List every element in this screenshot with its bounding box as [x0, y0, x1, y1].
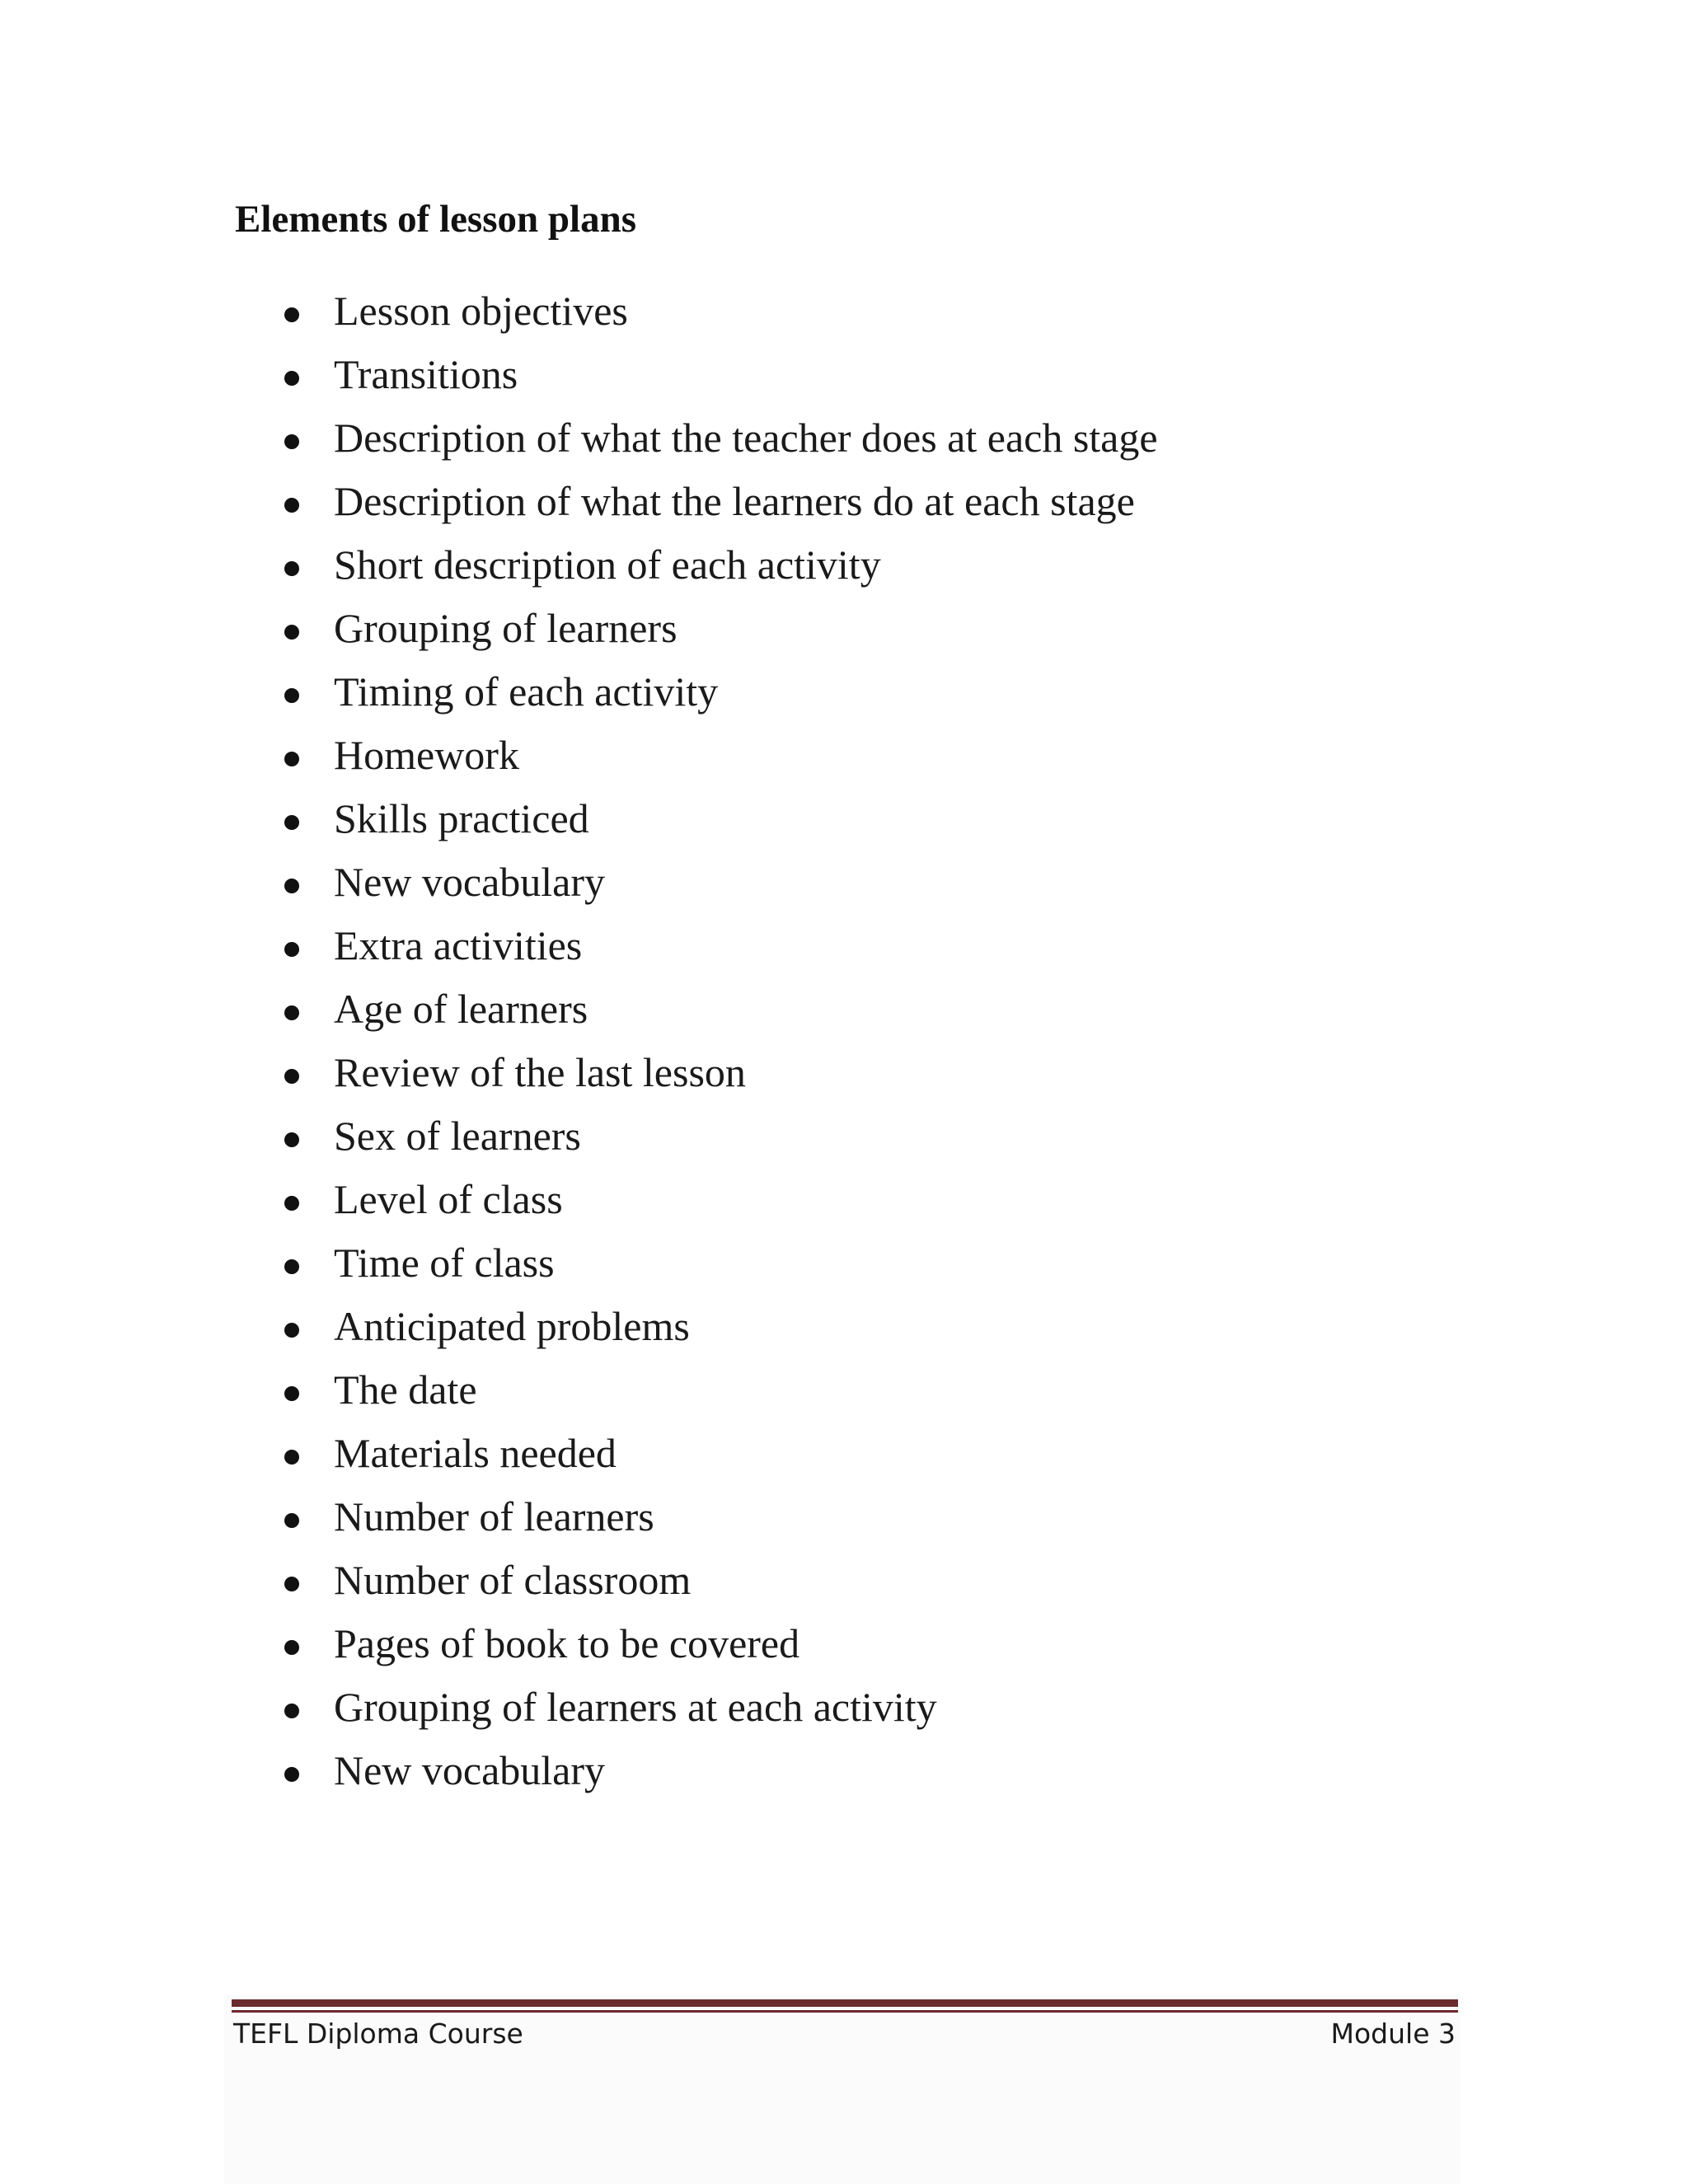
footer-course-title: TEFL Diploma Course	[233, 2018, 523, 2050]
list-item	[0, 1296, 1401, 1360]
bullet-icon	[284, 1640, 299, 1655]
list-item	[0, 1423, 1401, 1487]
bullet-icon	[284, 1577, 299, 1591]
list-item	[0, 1487, 1401, 1550]
list-item	[0, 281, 1401, 344]
bullet-icon	[284, 498, 299, 513]
list-item	[0, 1360, 1401, 1423]
list-item-text: New vocabulary	[334, 1747, 606, 1793]
bullet-icon	[284, 688, 299, 703]
list-item-text: Extra activities	[334, 922, 583, 968]
bullet-icon	[284, 1259, 299, 1274]
list-item-text: Short description of each activity	[334, 541, 881, 588]
footer-rule-thick	[232, 1999, 1458, 2007]
bullet-icon	[284, 371, 299, 386]
bullet-icon	[284, 434, 299, 449]
list-item-text: Number of learners	[334, 1493, 654, 1540]
list-item-text: Transitions	[334, 351, 518, 397]
list-item-text: Grouping of learners at each activity	[334, 1684, 937, 1730]
list-item	[0, 471, 1401, 535]
list-item-text: Sex of learners	[334, 1113, 581, 1159]
list-item-text: Level of class	[334, 1176, 563, 1222]
list-item-text: Lesson objectives	[334, 288, 628, 334]
bullet-icon	[284, 1069, 299, 1084]
list-item-text: New vocabulary	[334, 859, 606, 905]
footer-rule-thin	[232, 2010, 1458, 2013]
list-item-text: Pages of book to be covered	[334, 1620, 800, 1666]
list-item	[0, 535, 1401, 598]
list-item-text: Review of the last lesson	[334, 1049, 746, 1095]
list-item-text: Materials needed	[334, 1430, 617, 1476]
list-item	[0, 598, 1401, 662]
list-item	[0, 979, 1401, 1043]
bullet-icon	[284, 1005, 299, 1020]
bullet-icon	[284, 1132, 299, 1147]
bullet-icon	[284, 307, 299, 322]
list-item-text: Skills practiced	[334, 795, 589, 841]
section-heading: Elements of lesson plans	[235, 198, 637, 241]
bullet-icon	[284, 561, 299, 576]
list-item	[0, 852, 1401, 916]
bullet-icon	[284, 1450, 299, 1465]
list-item-text: Time of class	[334, 1240, 555, 1286]
list-item	[0, 1043, 1401, 1106]
bullet-icon	[284, 1767, 299, 1782]
list-item-text: Description of what the teacher does at each stage	[334, 415, 1158, 461]
list-item	[0, 1741, 1401, 1804]
list-item	[0, 1233, 1401, 1296]
list-item-text: Description of what the learners do at each stage	[334, 478, 1135, 524]
lesson-plan-elements-list	[0, 281, 1401, 1804]
list-item	[0, 1106, 1401, 1169]
list-item	[0, 789, 1401, 852]
list-item-text: Age of learners	[334, 986, 588, 1032]
bullet-icon	[284, 752, 299, 766]
bullet-icon	[284, 1704, 299, 1718]
list-item-text: Timing of each activity	[334, 668, 719, 715]
bullet-icon	[284, 1323, 299, 1338]
list-item	[0, 662, 1401, 725]
list-item	[0, 916, 1401, 979]
list-item-text: Number of classroom	[334, 1557, 692, 1603]
bullet-icon	[284, 1196, 299, 1211]
list-item	[0, 725, 1401, 789]
list-item	[0, 1677, 1401, 1741]
list-item	[0, 408, 1401, 471]
bullet-icon	[284, 942, 299, 957]
bullet-icon	[284, 1386, 299, 1401]
bullet-icon	[284, 815, 299, 830]
list-item	[0, 1550, 1401, 1614]
bullet-icon	[284, 1513, 299, 1528]
list-item-text: Anticipated problems	[334, 1303, 690, 1349]
list-item	[0, 344, 1401, 408]
bullet-icon	[284, 625, 299, 640]
list-item-text: Grouping of learners	[334, 605, 678, 651]
list-item-text: Homework	[334, 732, 519, 778]
footer-module-label: Module 3	[1330, 2018, 1456, 2050]
list-item	[0, 1614, 1401, 1677]
list-item-text: The date	[334, 1366, 477, 1413]
bullet-icon	[284, 879, 299, 893]
list-item	[0, 1169, 1401, 1233]
